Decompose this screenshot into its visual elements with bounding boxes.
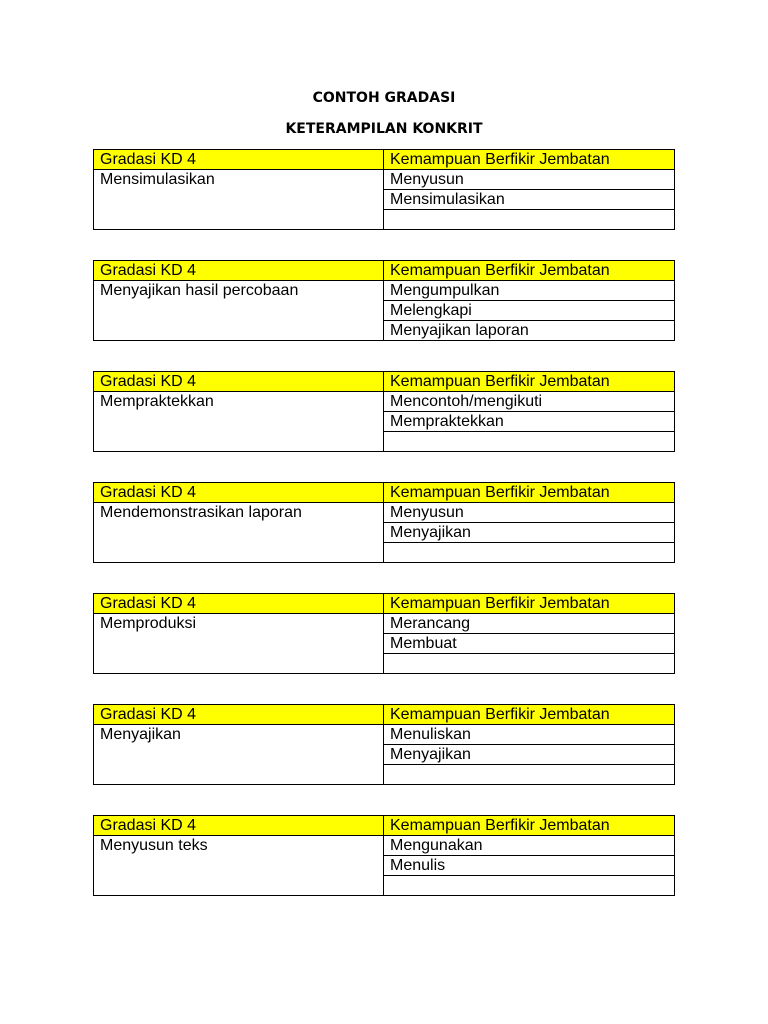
kemampuan-cell: Menulis: [384, 856, 675, 876]
kemampuan-cell: Menyusun: [384, 170, 675, 190]
kemampuan-cell: [384, 654, 675, 674]
kemampuan-cell: Merancang: [384, 614, 675, 634]
gradasi-cell: Menyusun teks: [94, 836, 384, 896]
table-header-row: [94, 483, 675, 503]
gradasi-cell: Menyajikan hasil percobaan: [94, 281, 384, 341]
kemampuan-cell: Mengunakan: [384, 836, 675, 856]
gradasi-table: [93, 482, 675, 563]
gradasi-cell: Mendemonstrasikan laporan: [94, 503, 384, 563]
header-kemampuan: Kemampuan Berfikir Jembatan: [384, 483, 675, 503]
gradasi-table: [93, 815, 675, 896]
table-header-row: [94, 594, 675, 614]
header-kemampuan: Kemampuan Berfikir Jembatan: [384, 150, 675, 170]
table-row: [94, 392, 675, 412]
kemampuan-cell: Membuat: [384, 634, 675, 654]
gradasi-table: [93, 593, 675, 674]
header-kemampuan: Kemampuan Berfikir Jembatan: [384, 816, 675, 836]
table-header-row: [94, 705, 675, 725]
kemampuan-cell: Menyusun: [384, 503, 675, 523]
gradasi-table: [93, 260, 675, 341]
gradasi-cell: Memproduksi: [94, 614, 384, 674]
kemampuan-cell: [384, 876, 675, 896]
table-row: [94, 503, 675, 523]
header-kemampuan: Kemampuan Berfikir Jembatan: [384, 372, 675, 392]
kemampuan-cell: Menyajikan laporan: [384, 321, 675, 341]
kemampuan-cell: Mensimulasikan: [384, 190, 675, 210]
header-gradasi-kd: Gradasi KD 4: [94, 705, 384, 725]
kemampuan-cell: Menyajikan: [384, 745, 675, 765]
gradasi-cell: Mensimulasikan: [94, 170, 384, 230]
table-row: [94, 725, 675, 745]
document-title: CONTOH GRADASI: [312, 90, 456, 106]
header-kemampuan: Kemampuan Berfikir Jembatan: [384, 261, 675, 281]
header-gradasi-kd: Gradasi KD 4: [94, 261, 384, 281]
table-header-row: [94, 816, 675, 836]
gradasi-table: [93, 371, 675, 452]
table-row: [94, 614, 675, 634]
header-kemampuan: Kemampuan Berfikir Jembatan: [384, 705, 675, 725]
kemampuan-cell: Mempraktekkan: [384, 412, 675, 432]
gradasi-tables: [93, 149, 675, 926]
header-gradasi-kd: Gradasi KD 4: [94, 816, 384, 836]
document-subtitle: KETERAMPILAN KONKRIT: [285, 121, 483, 137]
table-header-row: [94, 372, 675, 392]
header-kemampuan: Kemampuan Berfikir Jembatan: [384, 594, 675, 614]
kemampuan-cell: Mengumpulkan: [384, 281, 675, 301]
kemampuan-cell: Melengkapi: [384, 301, 675, 321]
gradasi-cell: Mempraktekkan: [94, 392, 384, 452]
gradasi-table: [93, 704, 675, 785]
gradasi-table: [93, 149, 675, 230]
kemampuan-cell: [384, 210, 675, 230]
table-row: [94, 281, 675, 301]
kemampuan-cell: [384, 765, 675, 785]
kemampuan-cell: Mencontoh/mengikuti: [384, 392, 675, 412]
kemampuan-cell: Menyajikan: [384, 523, 675, 543]
header-gradasi-kd: Gradasi KD 4: [94, 594, 384, 614]
header-gradasi-kd: Gradasi KD 4: [94, 483, 384, 503]
table-header-row: [94, 261, 675, 281]
table-header-row: [94, 150, 675, 170]
kemampuan-cell: [384, 543, 675, 563]
header-gradasi-kd: Gradasi KD 4: [94, 372, 384, 392]
table-row: [94, 836, 675, 856]
kemampuan-cell: Menuliskan: [384, 725, 675, 745]
kemampuan-cell: [384, 432, 675, 452]
gradasi-cell: Menyajikan: [94, 725, 384, 785]
header-gradasi-kd: Gradasi KD 4: [94, 150, 384, 170]
table-row: [94, 170, 675, 190]
